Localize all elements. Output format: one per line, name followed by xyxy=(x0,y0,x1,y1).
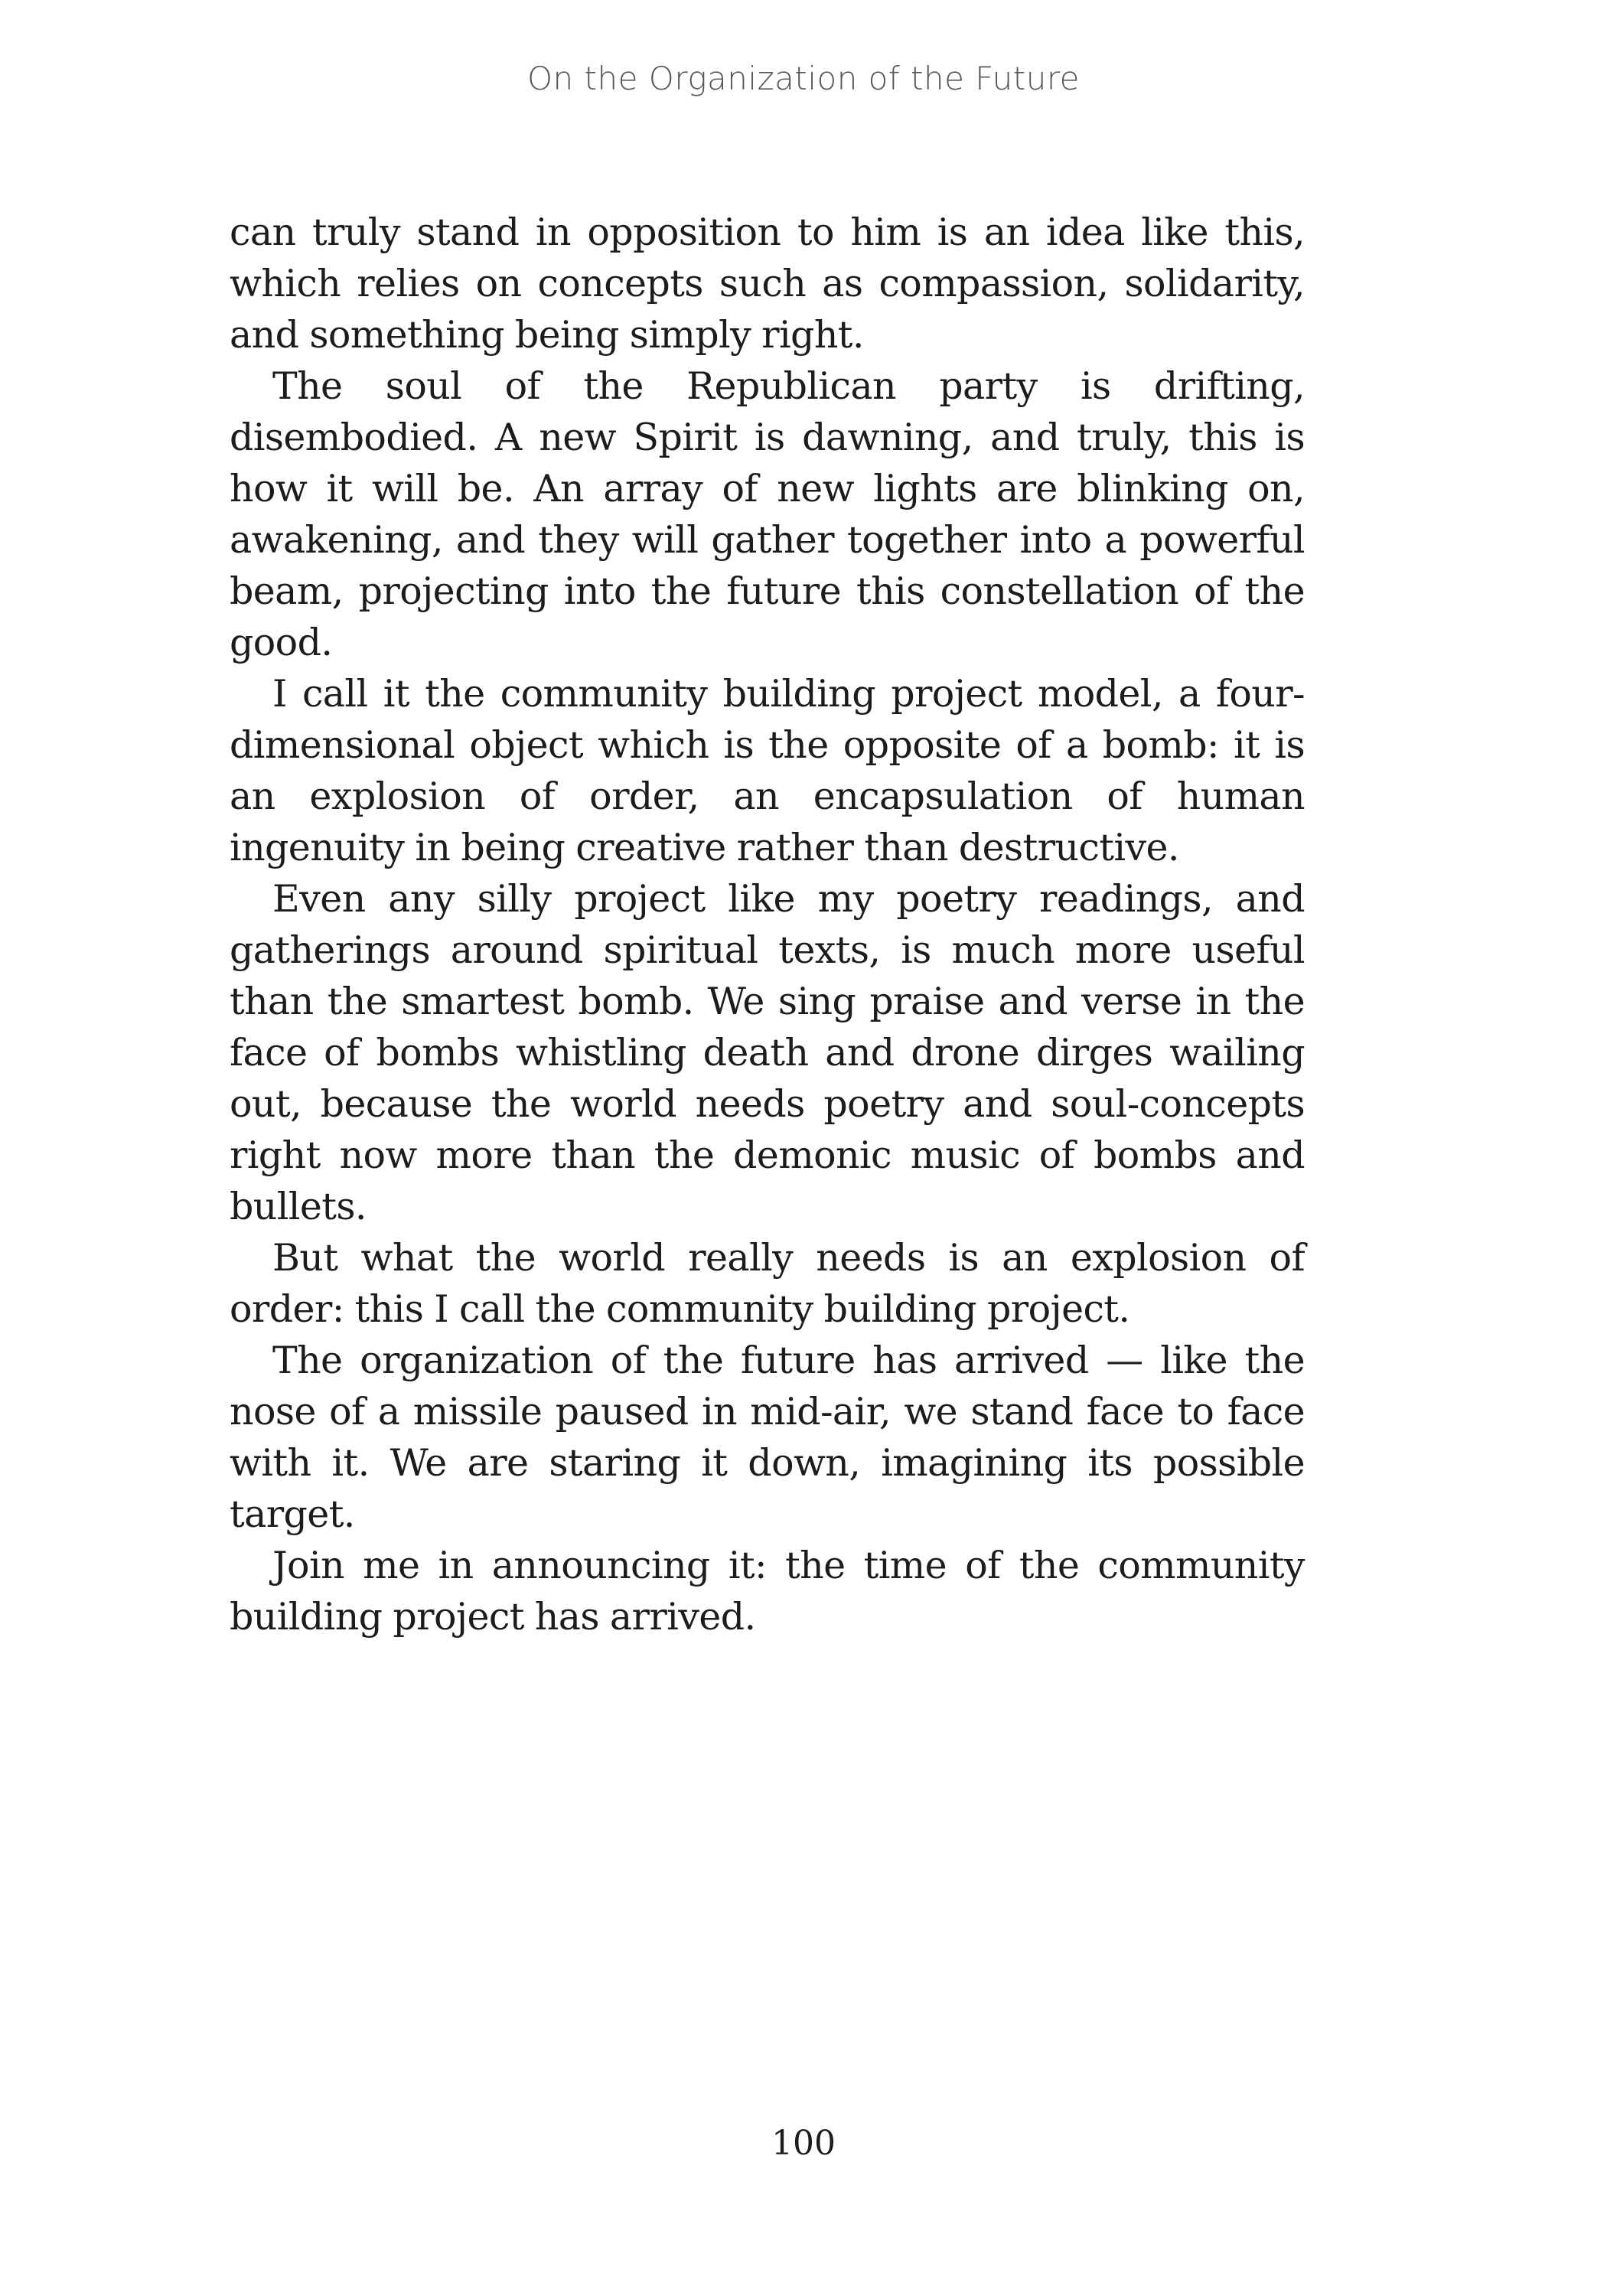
paragraph: But what the world really needs is an explosion of order: this I call the community building project. xyxy=(230,1236,1305,1331)
paragraph: I call it the community building project model, a four-dimensional object which is the opposite of a bomb: it is an explosion of order, an encapsulation of human ingenuity in being creative rather than destructive. xyxy=(230,672,1305,869)
paragraph-continuation: can truly stand in opposition to him is an idea like this, which relies on concepts such as compassion, solidarity, and something being simply right. xyxy=(230,210,1305,357)
running-header: On the Organization of the Future xyxy=(526,60,1081,97)
body-text xyxy=(230,207,1305,1642)
page-number: 100 xyxy=(771,2124,836,2163)
paragraph: Even any silly project like my poetry readings, and gatherings around spiritual texts, is much more useful than the smartest bomb. We sing praise and verse in the face of bombs whistling death and drone dirges wailing out, because the world needs poetry and soul-concepts right now more than the demonic music of bombs and bullets. xyxy=(230,877,1305,1228)
paragraph: The organization of the future has arrived — like the nose of a missile paused in mid-air, we stand face to face with it. We are staring it down, imagining its possible target. xyxy=(230,1339,1305,1536)
paragraph: The soul of the Republican party is drifting, disembodied. A new Spirit is dawning, and truly, this is how it will be. An array of new lights are blinking on, awakening, and they will gather together into a powerful beam, projecting into the future this constellation of the good. xyxy=(230,364,1305,664)
paragraph: Join me in announcing it: the time of the community building project has arrived. xyxy=(230,1544,1305,1639)
